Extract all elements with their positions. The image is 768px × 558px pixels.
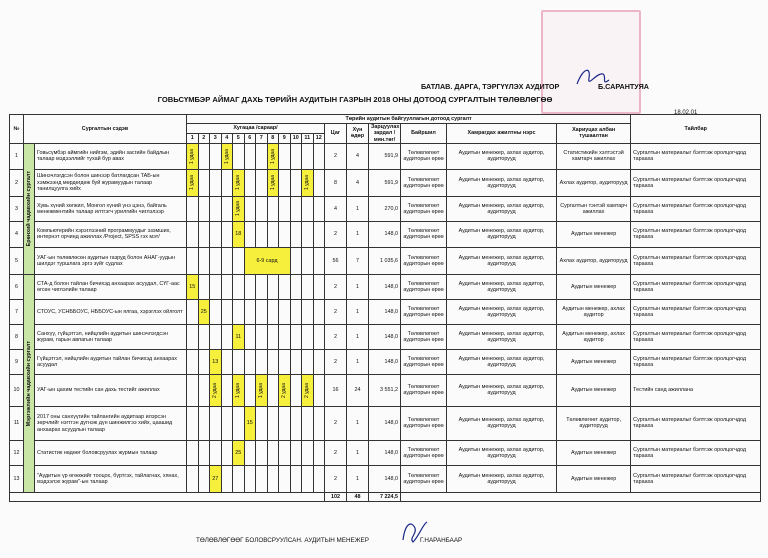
month-mark: 2 удаа [279,374,291,406]
month-12: 12 [313,133,325,143]
col-resp: Хариуцах албан тушаалтан [557,124,631,144]
row-note: Сургалтын материалыг бэлтгэж оролцогчдод тарааха [631,143,761,169]
col-audience: Хамрагдах ажилтны нэрс [447,124,557,144]
row-topic: Хувь хүний хөгжил, Монгол хүний үнэ цэнэ, байгаль менежментийн талаар илтгэгч урилгийн чиглэлээр [35,196,187,221]
month-2: 2 [198,133,210,143]
row-topic: Санхүү, гүйцэтгэл, нийцлийн аудитын шинэчлэгдсэн журам, гарын авлагын талаар [35,324,187,349]
month-9: 9 [279,133,291,143]
row-hours: 2 [325,221,347,247]
row-days: 24 [347,374,369,406]
row-no: 4 [10,221,24,247]
row-topic: УАГ-ын цахим тестийн сан дахь тестийг ажиллах [35,374,187,406]
row-days: 1 [347,299,369,324]
month-mark: 1 удаа [221,143,233,169]
row-days: 4 [347,143,369,169]
row-days: 1 [347,274,369,299]
row-topic: "Аудитын үр өгөөжийг тооцох, бүртгэх, тайлагнах, хянах, мэдээлэх журам"-ын талаар [35,465,187,492]
row-resp: Сургалтын тэнтэй хамтарч ажиллах [557,196,631,221]
row-form: Төлөвлөгөөт аудиторын өрөө [401,440,447,465]
row-hours: 2 [325,324,347,349]
row-no: 3 [10,196,24,221]
col-topic: Сургалтын сэдэв [24,115,187,144]
col-hours: Цаг [325,124,347,144]
row-no: 13 [10,465,24,492]
row-topic: Гүйцэтгэл, нийцлийн аудитын тайлан бичихэд анхаарах асуудал [35,349,187,374]
row-resp: Аудитын менежер [557,465,631,492]
row-resp: Аудитын менежер, ахлах аудитор [557,324,631,349]
row-cost: 270,0 [369,196,401,221]
row-days: 1 [347,196,369,221]
month-mark: 1 удаа [187,143,199,169]
row-no: 1 [10,143,24,169]
row-resp: Аудитын менежер [557,349,631,374]
row-days: 1 [347,221,369,247]
row-topic: СТОУС, УСНББОУС, НББОУС-ын ялгаа, хэрэглэх ойлголт [35,299,187,324]
month-mark: 1 удаа [187,169,199,196]
row-cost: 148,0 [369,324,401,349]
col-form: Байршил [401,124,447,144]
row-hours: 2 [325,349,347,374]
month-4: 4 [221,133,233,143]
row-hours: 2 [325,274,347,299]
row-note: Сургалтын материалыг бэлтгэж оролцогчдод тарааха [631,247,761,274]
row-form: Төлөвлөгөөт аудиторын өрөө [401,374,447,406]
row-no: 11 [10,406,24,440]
month-mark: 2 удаа [302,374,314,406]
row-audience: Аудитын менежер, ахлах аудитор, аудиторууд [447,324,557,349]
approval-label: БАТЛАВ. ДАРГА, ТЭРГҮҮЛЭХ АУДИТОР [421,82,560,91]
row-audience: Аудитын менежер, ахлах аудитор, аудиторууд [447,406,557,440]
row-audience: Аудитын менежер, ахлах аудитор, аудиторууд [447,299,557,324]
month-mark: 13 [210,349,222,374]
month-mark: 15 [244,406,256,440]
row-audience: Аудитын менежер, ахлах аудитор, аудиторууд [447,349,557,374]
row-form: Төлөвлөгөөт аудиторын өрөө [401,406,447,440]
table-row [10,299,761,324]
row-audience: Аудитын менежер, ахлах аудитор, аудиторууд [447,143,557,169]
row-cost: 148,0 [369,299,401,324]
row-form: Төлөвлөгөөт аудиторын өрөө [401,465,447,492]
month-mark: 1 удаа [233,196,245,221]
row-resp: Статистикийн хэлтэстэй хамтарч ажиллах [557,143,631,169]
row-audience: Аудитын менежер, ахлах аудитор, аудиторууд [447,221,557,247]
col-no: № [10,115,24,144]
row-form: Төлөвлөгөөт аудиторын өрөө [401,143,447,169]
row-form: Төлөвлөгөөт аудиторын өрөө [401,169,447,196]
row-audience: Аудитын менежер, ахлах аудитор, аудиторууд [447,274,557,299]
row-hours: 2 [325,465,347,492]
month-mark: 1 удаа [233,374,245,406]
col-months: Хугацаа /сараар/ [187,124,325,134]
month-mark: 1 удаа [256,374,268,406]
row-audience: Аудитын менежер, ахлах аудитор, аудиторууд [447,465,557,492]
prepared-by-label: ТӨЛӨВЛӨГӨӨГ БОЛОВСРУУЛСАН. АУДИТЫН МЕНЕЖЕР [196,537,369,544]
row-hours: 56 [325,247,347,274]
row-hours: 2 [325,299,347,324]
row-note: Сургалтын материалыг бэлтгэж оролцогчдод тарааха [631,299,761,324]
row-no: 12 [10,440,24,465]
row-note: Сургалтын материалыг бэлтгэж оролцогчдод тарааха [631,196,761,221]
month-6: 6 [244,133,256,143]
row-note: Сургалтын материалыг бэлтгэж оролцогчдод тарааха [631,465,761,492]
row-cost: 591,9 [369,143,401,169]
table-row [10,465,761,492]
row-no: 5 [10,247,24,274]
row-cost: 148,0 [369,349,401,374]
row-topic: 2017 оны санхүүгийн тайлангийн аудитаар илэрсэн зөрчлийг нэгтгэн дүгнэж дүн шинжилгээ хийх, цаашид анхаарах асуудлын талаар [35,406,187,440]
row-resp: Аудитын менежер [557,221,631,247]
month-mark: 18 [233,221,245,247]
row-note: Сургалтын материалыг бэлтгэж оролцогчдод тарааха [631,221,761,247]
row-hours: 2 [325,143,347,169]
row-resp: Төлөвлөгөөт аудитор, аудиторууд [557,406,631,440]
row-resp: Аудитын менежер [557,374,631,406]
month-mark: 25 [198,299,210,324]
row-form: Төлөвлөгөөт аудиторын өрөө [401,247,447,274]
table-row [10,196,761,221]
row-topic: Шинэчлэгдсэн болон шинээр батлагдсан ТАБ-ын хэмжээнд мөрдөгдөж буй журамуудын талаар танилцуулга хийх [35,169,187,196]
row-cost: 1 035,6 [369,247,401,274]
row-days: 1 [347,324,369,349]
row-topic: УАГ-ын төлөвлөсөн аудитын газруд болон АНАГ-уудын шилдэг туршлага эргэ зүйг судлах [35,247,187,274]
row-form: Төлөвлөгөөт аудиторын өрөө [401,274,447,299]
month-mark: 1 удаа [267,169,279,196]
row-days: 1 [347,465,369,492]
row-no: 9 [10,349,24,374]
month-11: 11 [302,133,314,143]
month-mark: 27 [210,465,222,492]
row-days: 1 [347,349,369,374]
table-row [10,169,761,196]
month-mark: 2 удаа [210,374,222,406]
row-audience: Аудитын менежер, ахлах аудитор, аудиторууд [447,374,557,406]
row-cost: 148,0 [369,406,401,440]
total-cost: 7 224,5 [369,492,401,501]
row-no: 8 [10,324,24,349]
table-row [10,324,761,349]
row-no: 6 [10,274,24,299]
month-span-mark: 6-9 сард [244,247,290,274]
table-row [10,143,761,169]
col-group: Төрийн аудитын байгууллагын дотоод сургалт [187,115,631,124]
row-days: 1 [347,440,369,465]
row-hours: 2 [325,440,347,465]
row-topic: Компьютерийн хэрэглээний программуудыг эзэмших, интернэт орчинд ажиллах /Project, SPSS гэх мэт/ [35,221,187,247]
row-cost: 148,0 [369,221,401,247]
row-note: Сургалтын материалыг бэлтгэж оролцогчдод тарааха [631,274,761,299]
table-row [10,247,761,274]
row-topic: Статистик нөдөөг боловсруулах журмын талаар [35,440,187,465]
table-row [10,374,761,406]
month-mark: 15 [187,274,199,299]
prepared-by-name: Г.НАРАНБААР [420,537,463,544]
row-form: Төлөвлөгөөт аудиторын өрөө [401,299,447,324]
month-7: 7 [256,133,268,143]
month-mark: 25 [233,440,245,465]
row-days: 7 [347,247,369,274]
row-form: Төлөвлөгөөт аудиторын өрөө [401,349,447,374]
approver-name: Б.САРАНТУЯА [598,82,649,91]
row-cost: 591,9 [369,169,401,196]
row-note: Тестийн санд ажиллана [631,374,761,406]
month-mark: 1 удаа [302,169,314,196]
totals-row [10,492,761,501]
row-topic: СТА-д болон тайлан бичихэд анхаарах асуудал, СҮГ-аас өгсөн чиглэлийн талаар [35,274,187,299]
row-note: Сургалтын материалыг бэлтгэж оролцогчдод тарааха [631,349,761,374]
row-no: 10 [10,374,24,406]
col-note: Тайлбар [631,115,761,144]
row-cost: 3 551,2 [369,374,401,406]
row-hours: 4 [325,196,347,221]
row-cost: 148,0 [369,465,401,492]
row-resp: Аудитын менежер [557,440,631,465]
row-days: 1 [347,406,369,440]
training-plan-table [9,114,761,502]
row-note: Сургалтын материалыг бэлтгэж оролцогчдод тарааха [631,406,761,440]
document-date: 18.02.01 [674,110,698,116]
row-note: Сургалтын материалыг бэлтгэж оролцогчдод тарааха [631,169,761,196]
col-cost: Зарцуулах зардал /мян.төг/ [369,124,401,144]
row-form: Төлөвлөгөөт аудиторын өрөө [401,324,447,349]
row-cost: 148,0 [369,274,401,299]
row-no: 7 [10,299,24,324]
table-row [10,274,761,299]
month-mark: 11 [233,324,245,349]
month-10: 10 [290,133,302,143]
table-row [10,440,761,465]
document-title: ГОВЬСҮМБЭР АЙМАГ ДАХЬ ТӨРИЙН АУДИТЫН ГАЗРЫН 2018 ОНЫ ДОТООД СУРГАЛТЫН ТӨЛӨВЛӨГӨӨ [157,95,553,104]
col-days: Хүн өдөр [347,124,369,144]
table-row [10,349,761,374]
row-audience: Аудитын менежер, ахлах аудитор, аудиторууд [447,169,557,196]
row-audience: Аудитын менежер, ахлах аудитор, аудиторууд [447,247,557,274]
row-note: Сургалтын материалыг бэлтгэж оролцогчдод тарааха [631,440,761,465]
row-audience: Аудитын менежер, ахлах аудитор, аудиторууд [447,196,557,221]
row-form: Төлөвлөгөөт аудиторын өрөө [401,221,447,247]
row-cost: 148,0 [369,440,401,465]
total-hours: 102 [325,492,347,501]
row-resp: Аудитын менежер, ахлах аудитор [557,299,631,324]
row-no: 2 [10,169,24,196]
month-8: 8 [267,133,279,143]
row-audience: Аудитын менежер, ахлах аудитор, аудиторууд [447,440,557,465]
row-hours: 2 [325,406,347,440]
row-form: Төлөвлөгөөт аудиторын өрөө [401,196,447,221]
group-label-general: Ерөнхий чадавхийн сургалт [24,143,35,274]
table-row [10,406,761,440]
row-hours: 8 [325,169,347,196]
row-hours: 16 [325,374,347,406]
row-topic: Говьсүмбэр аймгийн нийгэм, эдийн засгийн байдлын талаар мэдээллийг тухай бүр авах [35,143,187,169]
table-row [10,221,761,247]
group-label-professional: Мэргэжлийн чадавхийн сургалт [24,274,35,492]
month-mark: 1 удаа [267,143,279,169]
row-resp: Аудитын менежер [557,274,631,299]
row-resp: Ахлах аудитор, аудиторууд [557,247,631,274]
month-mark: 1 удаа [233,169,245,196]
month-5: 5 [233,133,245,143]
row-resp: Ахлах аудитор, аудиторууд [557,169,631,196]
row-note: Сургалтын материалыг бэлтгэж оролцогчдод тарааха [631,324,761,349]
row-days: 4 [347,169,369,196]
total-days: 48 [347,492,369,501]
month-3: 3 [210,133,222,143]
month-1: 1 [187,133,199,143]
